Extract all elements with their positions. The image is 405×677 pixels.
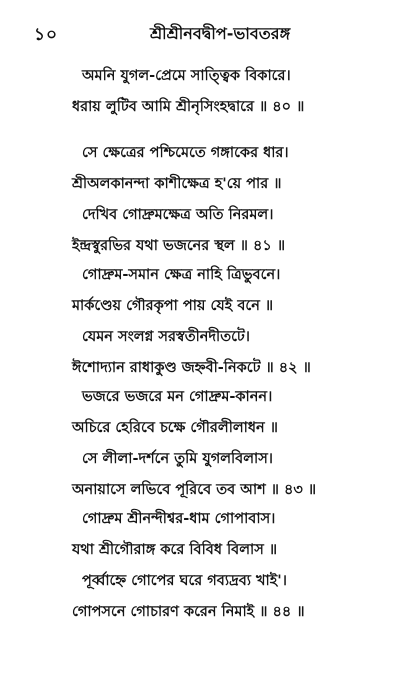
verse-line: গোদ্রুম-সমান ক্ষেত্র নাহি ত্রিভুবনে। (82, 267, 281, 283)
running-title: শ্রীশ্রীনবদ্বীপ-ভাবতরঙ্গ (150, 24, 291, 43)
verse-line: গোপসনে গোচারণ করেন নিমাই ॥ ৪৪ ॥ (72, 604, 305, 620)
verse-line: মার্কণ্ডেয় গৌরকৃপা পায় যেই বনে ॥ (72, 298, 274, 314)
verse-line: সে ক্ষেত্রের পশ্চিমেতে গঙ্গাকের ধার। (82, 145, 289, 161)
verse-line: গোদ্রুম শ্রীনন্দীশ্বর-ধাম গোপাবাস। (82, 511, 276, 527)
verse-line: ঈশোদ্যান রাধাকুণ্ড জহ্নবী-নিকটে ॥ ৪২ ॥ (72, 360, 311, 376)
verse-line: ধরায় লুটিব আমি শ্রীনৃসিংহদ্বারে ॥ ৪০ ॥ (72, 99, 305, 115)
verse-line: দেখিব গোদ্রুমক্ষেত্র অতি নিরমল। (82, 207, 274, 223)
page-header (0, 20, 405, 44)
verse-line: অচিরে হেরিবে চক্ষে গৌরলীলাধন ॥ (72, 420, 278, 436)
verse-line: সে লীলা-দর্শনে তুমি যুগলবিলাস। (82, 451, 273, 467)
verse-line: শ্রীঅলকানন্দা কাশীক্ষেত্র হ'য়ে পার ॥ (72, 176, 282, 192)
page-number: ১০ (34, 25, 59, 45)
verse-line: পূর্ব্বাহ্নে গোপের ঘরে গব্যদ্রব্য খাই'। (82, 573, 287, 589)
verse-line: যেমন সংলগ্ন সরস্বতীনদীতটে। (82, 329, 250, 345)
verse-line: অনায়াসে লভিবে পূরিবে তব আশ ॥ ৪৩ ॥ (72, 482, 317, 498)
verse-line: ইন্দ্রস্বুরভির যথা ভজনের স্থল ॥ ৪১ ॥ (72, 238, 286, 254)
verse-line: যথা শ্রীগৌরাঙ্গ করে বিবিধ বিলাস ॥ (72, 542, 278, 558)
verse-line: অমনি যুগল-প্রেমে সাত্ত্বিক বিকারে। (82, 68, 291, 84)
verse-line: ভজরে ভজরে মন গোদ্রুম-কানন। (82, 389, 273, 405)
